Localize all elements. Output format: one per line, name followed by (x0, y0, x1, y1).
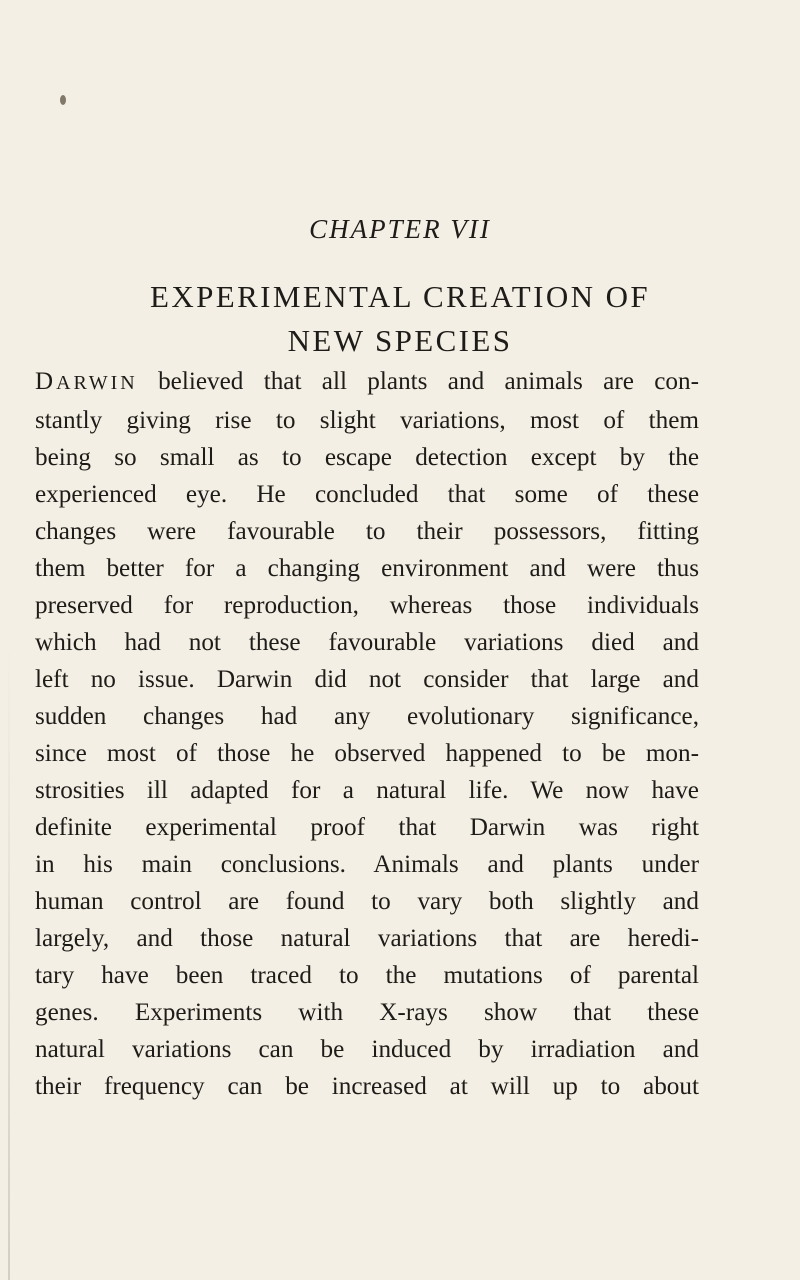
text-line (35, 363, 699, 402)
text-line: natural variations can be induced by irradiation and (35, 1036, 699, 1063)
lead-word-initial: D (35, 368, 57, 395)
text-line: since most of those he observed happened to be mon- (35, 740, 699, 767)
text-line: being so small as to escape detection except by the (35, 444, 699, 471)
text-line: them better for a changing environment and were thus (35, 555, 699, 582)
text-line: left no issue. Darwin did not consider that large and (35, 666, 699, 693)
text-line: largely, and those natural variations that are heredi- (35, 925, 699, 952)
ink-speck (60, 95, 66, 105)
chapter-label: CHAPTER VII (309, 214, 491, 244)
text-line-remainder: believed that all plants and animals are con- (137, 368, 699, 395)
body-text (35, 363, 699, 1105)
lead-word-rest: ARWIN (56, 372, 138, 394)
text-line: sudden changes had any evolutionary significance, (35, 703, 699, 730)
text-line: tary have been traced to the mutations of parental (35, 962, 699, 989)
text-line: in his main conclusions. Animals and plants under (35, 851, 699, 878)
text-line: definite experimental proof that Darwin was right (35, 814, 699, 841)
text-line: experienced eye. He concluded that some of these (35, 481, 699, 508)
text-line: stantly giving rise to slight variations, most of them (35, 407, 699, 434)
chapter-title-line-2: NEW SPECIES (287, 323, 513, 358)
text-line: changes were favourable to their possessors, fitting (35, 518, 699, 545)
text-line: which had not these favourable variations died and (35, 629, 699, 656)
text-line: preserved for reproduction, whereas those individuals (35, 592, 699, 619)
chapter-title-line-1: EXPERIMENTAL CREATION OF (149, 279, 651, 314)
text-line: genes. Experiments with X-rays show that these (35, 999, 699, 1026)
text-line: strosities ill adapted for a natural life. We now have (35, 777, 699, 804)
text-line: human control are found to vary both slightly and (35, 888, 699, 915)
page-edge-shadow (8, 640, 10, 1280)
chapter-title (40, 275, 760, 363)
lead-word (35, 368, 138, 395)
text-line: their frequency can be increased at will up to about (35, 1073, 699, 1100)
